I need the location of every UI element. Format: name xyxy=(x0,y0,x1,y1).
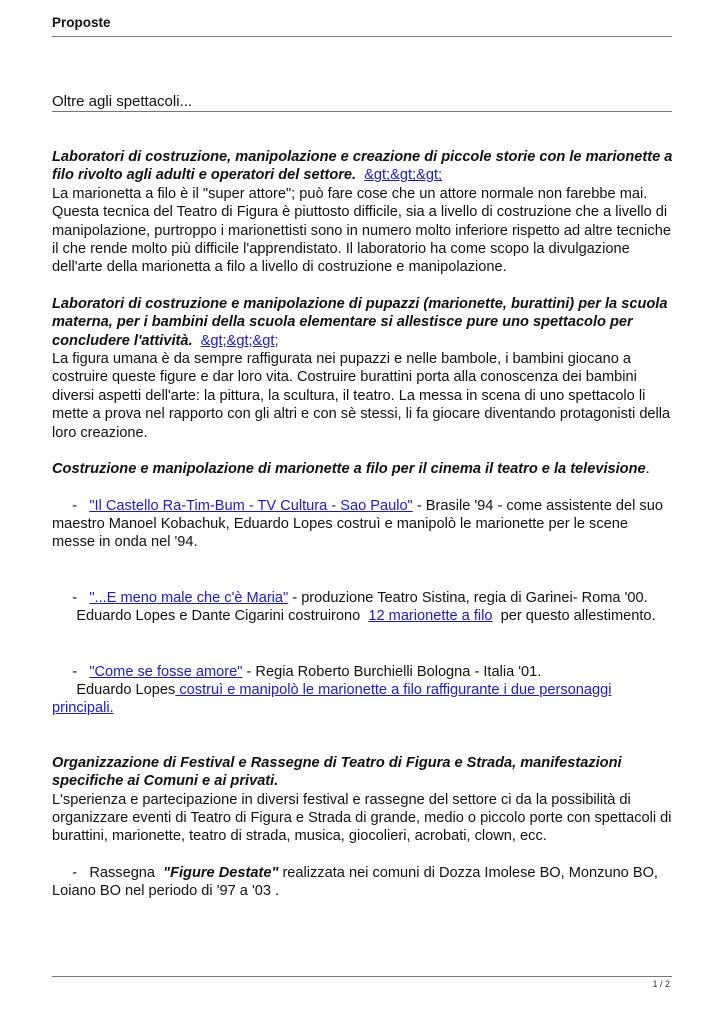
more-link[interactable]: &gt;&gt;&gt; xyxy=(200,332,279,349)
item-text: Eduardo Lopes xyxy=(76,681,176,698)
intro-heading: Oltre agli spettacoli... xyxy=(52,93,193,110)
section-body: La marionetta a filo è il "super attore"; può fare cose che un attore normale non farebbe mai. Questa tecnica del Teatro di Figura è piuttosto difficile, sia a livello di costruzione che a livello di manipolazione, purtroppo i marionettisti sono in numero molto inferiore rispetto ad altre tecniche il che rende molto più difficile l'apprendistato. Il laboratorio ha come scopo la divulgazione dell'arte della marionetta a filo a livello di costruzione e manipolazione. xyxy=(52,185,671,276)
intro-divider xyxy=(52,111,672,112)
section-title: Laboratori di costruzione e manipolazione di pupazzi (marionette, burattini) per la scuola materna, per i bambini della scuola elementare si allestisce pure uno spettacolo per concludere l'attività. xyxy=(52,295,668,349)
item-text: - produzione Teatro Sistina, regia di Garinei- Roma '00. xyxy=(292,589,648,606)
castello-link[interactable]: "Il Castello Ra-Tim-Bum - TV Cultura - Sao Paulo" xyxy=(89,497,413,514)
more-link[interactable]: &gt;&gt;&gt; xyxy=(364,167,443,184)
footer-divider xyxy=(52,976,672,977)
section-title: Costruzione e manipolazione di marionette a filo per il cinema il teatro e la televisione xyxy=(52,461,646,478)
header-divider xyxy=(52,36,672,37)
amore-link[interactable]: "Come se fosse amore" xyxy=(89,663,243,680)
section-title: Laboratori di costruzione, manipolazione e creazione di piccole storie con le marionette a filo rivolto agli adulti e operatori del settore. xyxy=(52,149,673,184)
marionette-link[interactable]: 12 marionette a filo xyxy=(368,608,493,625)
list-dash: - xyxy=(72,663,78,680)
section-festivals xyxy=(52,754,674,901)
list-item xyxy=(52,663,674,718)
list-dash: - xyxy=(72,589,78,606)
item-text: per questo allestimento. xyxy=(500,608,656,625)
section-adult-workshop xyxy=(52,148,674,277)
list-dash: - xyxy=(72,497,78,514)
section-school-workshop xyxy=(52,295,674,442)
list-item xyxy=(52,589,674,626)
personaggi-link[interactable]: costruì e manipolò le marionette a filo raffigurante i due personaggi principali. xyxy=(52,681,612,717)
maria-link[interactable]: "...E meno male che c'è Maria" xyxy=(89,589,289,606)
list-dash: - xyxy=(72,864,78,881)
section-body: La figura umana è da sempre raffigurata nei pupazzi e nelle bambole, i bambini giocano a costruire queste figure e dar loro vita. Costruire burattini porta alla conoscenza dei bambini diversi aspetti dell'arte: la pittura, la scultura, il teatro. La messa in scena di uno spettacolo li mette a prova nel rapporto con gli altri e con sè stessi, li fa giocare diventando protagonisti della loro creazione. xyxy=(52,351,671,441)
section-body: L'sperienza e partecipazione in diversi festival e rassegne del settore ci da la possibilità di organizzare eventi di Teatro di Figura e Strada di grande, medio o piccolo porte con spettacoli di burattini, marionette, teatro di strada, musica, giocolieri, acrobati, clown, ecc. xyxy=(52,791,672,845)
page-number: 1 / 2 xyxy=(652,979,670,989)
list-item xyxy=(52,497,674,552)
section-title: Organizzazione di Festival e Rassegne di Teatro di Figura e Strada, manifestazioni specifiche ai Comuni e ai privati. xyxy=(52,754,622,790)
item-text: Rassegna xyxy=(89,864,156,881)
item-text: - Regia Roberto Burchielli Bologna - Italia '01. xyxy=(246,663,542,680)
festival-name: "Figure Destate" xyxy=(163,864,279,881)
section-cinema-tv: Costruzione e manipolazione di marionette a filo per il cinema il teatro e la televisione. - "Il Castello Ra-Tim-Bum - TV Cultura - Sao Paulo" - Brasile '94 - come assistente del suo maestro Manoel Kobachuk, Eduardo Lopes costruì e manipolò le marionette per le scene messe in onda nel '94. - "...E meno male che c'è Maria" - produzione Teatro Sistina, regia di Garinei- Roma '00. Eduardo Lopes e Dante Cigarini costruirono 12 marionette a filo per questo allestimento. - "Come se fosse amore" - Regia Roberto Burchielli Bologna - Italia '01. Eduardo Lopes costruì e manipolò le marionette a filo raffigurante i due personaggi principali. xyxy=(52,460,674,718)
item-text: - Brasile '94 - come assistente del suo maestro Manoel Kobachuk, Eduardo Lopes costruì e manipolò le marionette per le scene messe in onda nel '94. xyxy=(52,497,663,551)
list-item xyxy=(52,864,674,901)
page-header-title: Proposte xyxy=(52,15,111,30)
main-content xyxy=(52,148,674,919)
item-text: Eduardo Lopes e Dante Cigarini costruirono xyxy=(76,608,361,625)
item-text: realizzata nei comuni di Dozza Imolese BO, Monzuno BO, Loiano BO nel periodo di '97 a '03 . xyxy=(52,864,658,900)
